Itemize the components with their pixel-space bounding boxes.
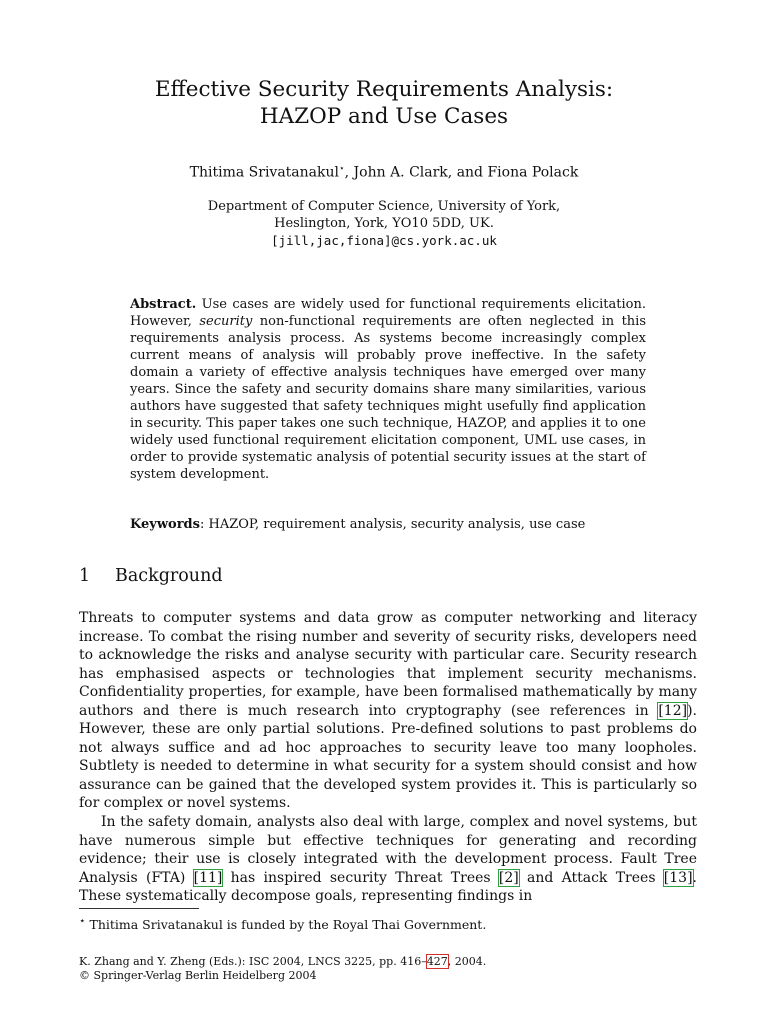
footnote <box>79 915 486 932</box>
p2-text-c: and Attack Trees <box>518 869 664 886</box>
section-heading <box>79 566 223 586</box>
affiliation-email: [jill,jac,fiona]@cs.york.ac.uk <box>271 233 497 248</box>
citation-link-11[interactable]: [11] <box>193 869 223 886</box>
p2-text-d: . These systematically decompose goals, representing findings in <box>79 869 697 904</box>
p2-text-a: In the safety domain, analysts also deal with large, complex and novel systems, but have numerous simple but effective techniques for generating and recording evidence; their use is closely integrated with the development process. Fault Tree Analysis (FTA) <box>79 814 697 886</box>
keywords-label: Keywords <box>130 517 200 532</box>
p2-text-b: has inspired security Threat Trees <box>222 869 499 886</box>
paper-title-line-1: Effective Security Requirements Analysis: <box>154 77 614 102</box>
footnote-mark: ⋆ <box>79 915 86 927</box>
author-first: Thitima Srivatanakul <box>189 164 339 181</box>
citation-link-12[interactable]: [12] <box>658 702 688 719</box>
footnote-text: Thitima Srivatanakul is funded by the Royal Thai Government. <box>85 917 487 933</box>
abstract-text-a: Use cases are widely used for functional requirements elicitation. However, <box>130 297 646 329</box>
footnote-rule <box>79 908 199 909</box>
p1-text-a: Threats to computer systems and data grow as computer networking and literacy increase. To combat the rising number and severity of security risks, developers need to acknowledge the risks and analyse security with particular care. Security research has emphasised aspects or technologies that implement security mechanisms. Confidentiality properties, for example, have been formalised mathematically by many authors and there is much research into cryptography (see references in <box>79 610 697 719</box>
keywords <box>130 516 646 533</box>
abstract <box>130 296 646 483</box>
keywords-text: : HAZOP, requirement analysis, security analysis, use case <box>199 517 586 532</box>
affiliation-line-1: Department of Computer Science, University of York, <box>207 199 561 214</box>
paragraph-2 <box>79 813 697 906</box>
abstract-emphasis: security <box>199 314 253 329</box>
section-number: 1 <box>79 566 91 586</box>
author-footnote-mark: ⋆ <box>339 164 345 174</box>
citation-link-2[interactable]: [2] <box>498 869 519 886</box>
paragraph-1 <box>79 609 697 813</box>
abstract-label: Abstract. <box>130 297 197 312</box>
page-end-link[interactable]: 427 <box>426 955 448 968</box>
author-rest: , John A. Clark, and Fiona Polack <box>344 164 579 181</box>
abstract-text-b: non-functional requirements are often neglected in this requirements analysis process. As systems become increasingly complex current means of analysis will probably prove ineffective. In the safety domain a variety of effective analysis techniques have emerged over many years. Since the safety and security domains share many similarities, various authors have suggested that safety techniques might usefully find application in security. This paper takes one such technique, HAZOP, and applies it to one widely used functional requirement elicitation component, UML use cases, in order to provide systematic analysis of potential security issues at the start of system development. <box>130 314 646 482</box>
section-title: Background <box>115 566 223 586</box>
pub-line-1-b: , 2004. <box>447 955 487 968</box>
affiliation-line-2: Heslington, York, YO10 5DD, UK. <box>274 216 494 231</box>
author-list <box>0 164 768 181</box>
pub-line-2: © Springer-Verlag Berlin Heidelberg 2004 <box>79 969 317 982</box>
p1-text-b: ). However, these are only partial solutions. Pre-defined solutions to past problems do not always suffice and ad hoc approaches to security leave too many loopholes. Subtlety is needed to determine in what security for a system should consist and how assurance can be gained that the developed system provides it. This is particularly so for complex or novel systems. <box>79 702 697 811</box>
publication-info <box>79 955 486 983</box>
citation-link-13[interactable]: [13] <box>663 869 693 886</box>
paper-title-line-2: HAZOP and Use Cases <box>259 104 509 129</box>
pub-line-1-a: K. Zhang and Y. Zheng (Eds.): ISC 2004, LNCS 3225, pp. 416– <box>79 955 427 968</box>
pub-line-1 <box>79 955 486 969</box>
